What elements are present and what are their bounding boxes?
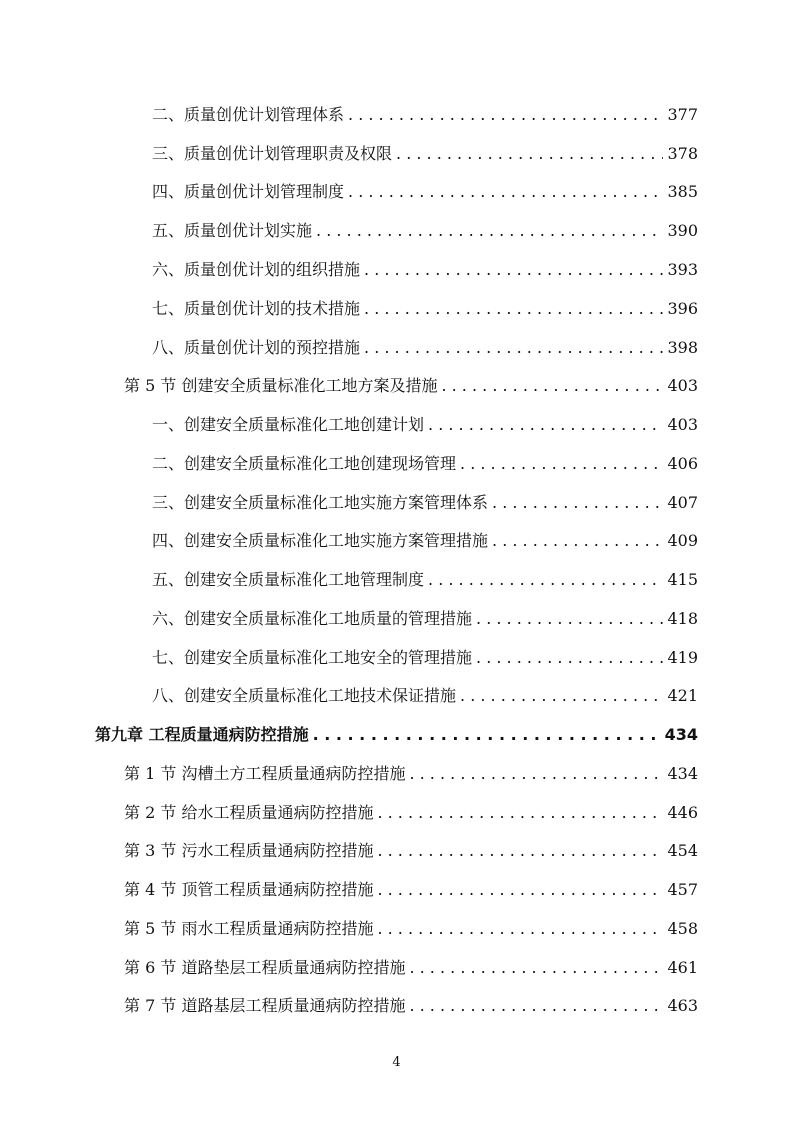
toc-entry[interactable] bbox=[124, 798, 698, 828]
toc-entry-page: 409 bbox=[667, 531, 698, 550]
toc-entry-title: 第 6 节 道路垫层工程质量通病防控措施 bbox=[124, 958, 406, 977]
toc-entry-page: 418 bbox=[667, 609, 698, 628]
toc-entry-title: 第 5 节 雨水工程质量通病防控措施 bbox=[124, 919, 374, 938]
toc-entry[interactable] bbox=[124, 953, 698, 983]
toc-leader-dots bbox=[476, 643, 663, 673]
toc-entry-title: 第 4 节 顶管工程质量通病防控措施 bbox=[124, 880, 374, 899]
toc-leader-dots bbox=[441, 371, 663, 401]
toc-entry[interactable] bbox=[152, 294, 698, 324]
toc-leader-dots bbox=[364, 294, 663, 324]
toc-leader-dots bbox=[364, 333, 663, 363]
toc-leader-dots bbox=[377, 914, 663, 944]
toc-leader-dots bbox=[377, 875, 663, 905]
toc-entry-page: 461 bbox=[667, 958, 698, 977]
toc-entry-page: 396 bbox=[667, 299, 698, 318]
toc-entry-title: 四、创建安全质量标准化工地实施方案管理措施 bbox=[152, 531, 489, 550]
toc-entry-title: 五、质量创优计划实施 bbox=[152, 221, 313, 240]
toc-chapter-entry[interactable] bbox=[95, 720, 698, 750]
toc-leader-dots bbox=[348, 100, 663, 130]
toc-leader-dots bbox=[313, 720, 661, 750]
toc-entry-page: 454 bbox=[667, 841, 698, 860]
toc-entry-page: 398 bbox=[667, 338, 698, 357]
toc-entry[interactable] bbox=[152, 604, 698, 634]
toc-entry-page: 457 bbox=[667, 880, 698, 899]
toc-entry-page: 393 bbox=[667, 260, 698, 279]
toc-leader-dots bbox=[409, 759, 663, 789]
toc-leader-dots bbox=[460, 449, 663, 479]
toc-leader-dots bbox=[377, 836, 663, 866]
toc-entry[interactable] bbox=[152, 216, 698, 246]
toc-entry[interactable] bbox=[152, 177, 698, 207]
toc-entry[interactable] bbox=[152, 449, 698, 479]
toc-entry[interactable] bbox=[124, 371, 698, 401]
toc-entry-title: 第 3 节 污水工程质量通病防控措施 bbox=[124, 841, 374, 860]
toc-entry[interactable] bbox=[124, 991, 698, 1021]
toc-entry-title: 四、质量创优计划管理制度 bbox=[152, 182, 345, 201]
toc-entry[interactable] bbox=[152, 255, 698, 285]
toc-leader-dots bbox=[364, 255, 663, 285]
toc-entry-title: 二、创建安全质量标准化工地创建现场管理 bbox=[152, 454, 457, 473]
toc-entry-page: 390 bbox=[667, 221, 698, 240]
toc-entry-title: 第 7 节 道路基层工程质量通病防控措施 bbox=[124, 996, 406, 1015]
toc-entry[interactable] bbox=[152, 139, 698, 169]
toc-entry-page: 463 bbox=[667, 996, 698, 1015]
toc-leader-dots bbox=[428, 565, 663, 595]
toc-entry-title: 三、质量创优计划管理职责及权限 bbox=[152, 144, 393, 163]
toc-entry[interactable] bbox=[124, 836, 698, 866]
toc-entry-page: 377 bbox=[667, 105, 698, 124]
toc-entry[interactable] bbox=[124, 875, 698, 905]
toc-entry-title: 六、创建安全质量标准化工地质量的管理措施 bbox=[152, 609, 473, 628]
toc-entry-title: 七、创建安全质量标准化工地安全的管理措施 bbox=[152, 648, 473, 667]
toc-leader-dots bbox=[409, 991, 663, 1021]
toc-entry-title: 一、创建安全质量标准化工地创建计划 bbox=[152, 415, 425, 434]
toc-leader-dots bbox=[492, 488, 663, 518]
toc-leader-dots bbox=[492, 526, 663, 556]
toc-leader-dots bbox=[428, 410, 663, 440]
toc-entry[interactable] bbox=[152, 643, 698, 673]
toc-leader-dots bbox=[460, 681, 663, 711]
toc-entry-page: 458 bbox=[667, 919, 698, 938]
toc-entry[interactable] bbox=[152, 333, 698, 363]
toc-entry-page: 434 bbox=[664, 725, 698, 744]
toc-entry-title: 第九章 工程质量通病防控措施 bbox=[95, 725, 309, 744]
toc-entry-title: 七、质量创优计划的技术措施 bbox=[152, 299, 361, 318]
toc-entry-page: 406 bbox=[667, 454, 698, 473]
toc-entry[interactable] bbox=[152, 488, 698, 518]
toc-entry-page: 378 bbox=[667, 144, 698, 163]
toc-entry-page: 407 bbox=[667, 493, 698, 512]
toc-entry[interactable] bbox=[152, 526, 698, 556]
toc-entry-page: 419 bbox=[667, 648, 698, 667]
toc-entry-title: 二、质量创优计划管理体系 bbox=[152, 105, 345, 124]
toc-entry[interactable] bbox=[152, 565, 698, 595]
toc-entry[interactable] bbox=[124, 914, 698, 944]
toc-leader-dots bbox=[396, 139, 663, 169]
toc-entry-page: 385 bbox=[667, 182, 698, 201]
toc-entry-title: 第 1 节 沟槽土方工程质量通病防控措施 bbox=[124, 764, 406, 783]
toc-leader-dots bbox=[316, 216, 663, 246]
toc-entry-title: 三、创建安全质量标准化工地实施方案管理体系 bbox=[152, 493, 489, 512]
toc-leader-dots bbox=[409, 953, 663, 983]
toc-leader-dots bbox=[476, 604, 663, 634]
toc-entry-page: 403 bbox=[667, 376, 698, 395]
toc-entry[interactable] bbox=[152, 681, 698, 711]
toc-entry-page: 415 bbox=[667, 570, 698, 589]
toc-entry[interactable] bbox=[152, 100, 698, 130]
toc-entry-title: 第 5 节 创建安全质量标准化工地方案及措施 bbox=[124, 376, 438, 395]
toc-entry-title: 六、质量创优计划的组织措施 bbox=[152, 260, 361, 279]
toc-entry-title: 八、创建安全质量标准化工地技术保证措施 bbox=[152, 686, 457, 705]
toc-entry-title: 八、质量创优计划的预控措施 bbox=[152, 338, 361, 357]
toc-leader-dots bbox=[348, 177, 663, 207]
toc-entry[interactable] bbox=[124, 759, 698, 789]
toc-leader-dots bbox=[377, 798, 663, 828]
toc-entry-page: 446 bbox=[667, 803, 698, 822]
toc-entry-page: 403 bbox=[667, 415, 698, 434]
page-number: 4 bbox=[392, 1055, 401, 1070]
toc-entry-title: 第 2 节 给水工程质量通病防控措施 bbox=[124, 803, 374, 822]
toc-entry-page: 434 bbox=[667, 764, 698, 783]
toc-entry-page: 421 bbox=[667, 686, 698, 705]
toc-entry[interactable] bbox=[152, 410, 698, 440]
toc-entry-title: 五、创建安全质量标准化工地管理制度 bbox=[152, 570, 425, 589]
